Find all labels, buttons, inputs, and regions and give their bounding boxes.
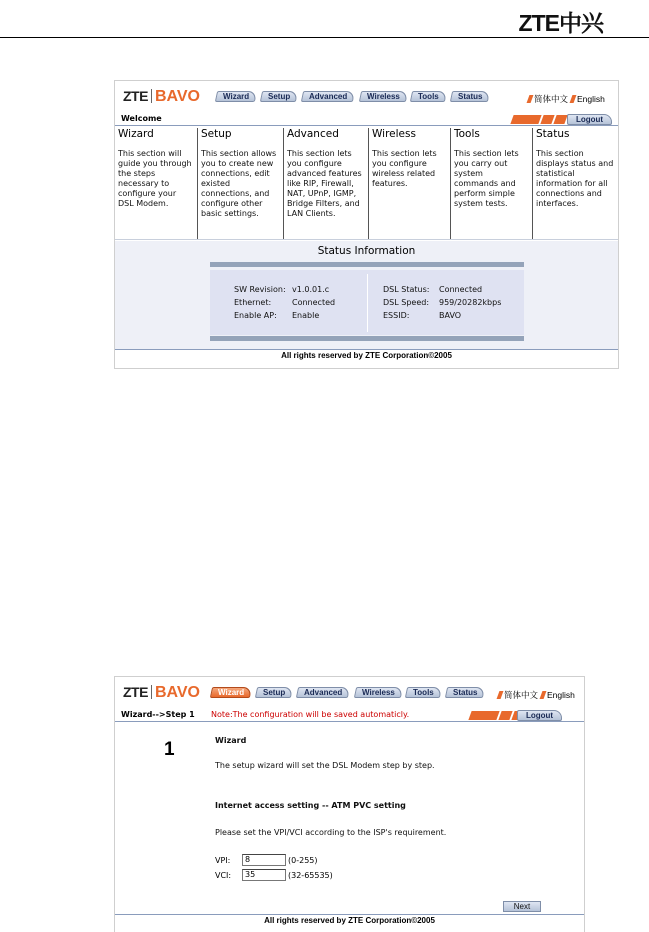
breadcrumb: Wizard-->Step 1 xyxy=(121,710,195,719)
section-status xyxy=(533,128,618,239)
status-label: SW Revision: xyxy=(234,285,286,294)
logo-brand: ZTE xyxy=(123,88,148,104)
status-value: Enable xyxy=(292,311,320,320)
status-label: Enable AP: xyxy=(234,311,277,320)
page-title: Welcome xyxy=(121,114,162,123)
tab-wizard[interactable]: Wizard xyxy=(215,91,257,102)
vpi-range: (0-255) xyxy=(288,855,318,865)
section-tools xyxy=(451,128,533,239)
section-title[interactable]: Status xyxy=(536,128,570,140)
tab-advanced[interactable]: Advanced xyxy=(301,91,356,102)
tab-tools[interactable]: Tools xyxy=(410,91,447,102)
vpi-label: VPI: xyxy=(215,855,231,865)
footer-rule xyxy=(115,349,618,350)
step-number: 1 xyxy=(164,739,175,760)
top-bar xyxy=(115,677,584,709)
wizard-heading: Wizard xyxy=(215,736,247,745)
section-wireless xyxy=(369,128,451,239)
logo-product: BAVO xyxy=(154,684,200,701)
status-row xyxy=(234,283,335,296)
lang-chinese-link[interactable]: 简体中文 xyxy=(504,690,539,700)
decor-stripes xyxy=(470,711,524,720)
status-label: DSL Status: xyxy=(383,285,430,294)
language-switch xyxy=(525,93,605,105)
status-value: 959/20282kbps xyxy=(439,298,502,307)
footer-rule xyxy=(115,914,584,915)
vpi-row xyxy=(215,854,318,866)
status-band-bottom xyxy=(210,336,524,341)
tab-setup[interactable]: Setup xyxy=(260,91,299,102)
section-text: This section lets you configure wireless related features. xyxy=(372,149,437,188)
status-divider xyxy=(367,274,368,332)
section-setup xyxy=(198,128,284,239)
section-text: This section will guide you through the steps necessary to configure your DSL Modem. xyxy=(118,149,192,208)
status-label: ESSID: xyxy=(383,311,410,320)
lang-chinese-link[interactable]: 简体中文 xyxy=(534,94,569,104)
section-text: This section lets you configure advanced features like RIP, Firewall, NAT, UPnP, IGMP, Bridge Filters, and LAN Clients. xyxy=(287,149,362,218)
status-row xyxy=(383,283,501,296)
tab-tools[interactable]: Tools xyxy=(405,687,442,698)
section-overview xyxy=(115,128,618,240)
router-logo xyxy=(123,684,200,702)
next-button[interactable]: Next xyxy=(503,901,541,912)
tab-wireless[interactable]: Wireless xyxy=(358,91,407,102)
tab-setup[interactable]: Setup xyxy=(255,687,294,698)
status-row xyxy=(383,309,501,322)
vci-input[interactable]: 35 xyxy=(242,869,286,881)
screenshot-welcome xyxy=(114,80,619,369)
logout-button[interactable]: Logout xyxy=(517,710,562,721)
status-title: Status Information xyxy=(317,245,416,257)
logout-button[interactable]: Logout xyxy=(567,114,612,125)
status-row xyxy=(234,296,335,309)
lang-english-link[interactable]: English xyxy=(547,690,575,700)
wizard-instruction: Please set the VPI/VCI according to the ISP's requirement. xyxy=(215,828,447,837)
section-title[interactable]: Wireless xyxy=(372,128,416,140)
screenshot-wizard-step1 xyxy=(114,676,585,932)
status-value: BAVO xyxy=(439,311,462,320)
status-right xyxy=(383,283,501,322)
vci-row xyxy=(215,869,333,881)
status-value: Connected xyxy=(439,285,483,294)
section-title[interactable]: Advanced xyxy=(287,128,339,140)
status-value: Connected xyxy=(292,298,336,307)
main-tabs xyxy=(211,687,485,698)
top-bar xyxy=(115,81,618,113)
section-title[interactable]: Tools xyxy=(454,128,480,140)
section-wizard xyxy=(115,128,198,239)
vci-label: VCI: xyxy=(215,870,232,880)
vpi-input[interactable]: 8 xyxy=(242,854,286,866)
sub-bar xyxy=(115,709,584,722)
status-row xyxy=(234,309,335,322)
section-text: This section lets you carry out system commands and perform simple system tests. xyxy=(454,149,519,208)
sub-bar xyxy=(115,113,618,126)
tab-status[interactable]: Status xyxy=(445,687,486,698)
logo-product: BAVO xyxy=(154,88,200,105)
tab-status[interactable]: Status xyxy=(450,91,491,102)
tab-advanced[interactable]: Advanced xyxy=(296,687,351,698)
header-rule xyxy=(0,37,649,38)
status-left xyxy=(234,283,335,322)
section-text: This section displays status and statistical information for all connections and interfaces. xyxy=(536,149,614,208)
section-text: This section allows you to create new connections, edit existed connections, and configure other basic settings. xyxy=(201,149,277,218)
section-advanced xyxy=(284,128,369,239)
section-title[interactable]: Setup xyxy=(201,128,232,140)
tab-wireless[interactable]: Wireless xyxy=(353,687,402,698)
lang-english-link[interactable]: English xyxy=(577,94,605,104)
status-row xyxy=(383,296,501,309)
status-label: DSL Speed: xyxy=(383,298,430,307)
footer-copyright: All rights reserved by ZTE Corporation©2005 xyxy=(281,351,452,360)
decor-stripes xyxy=(512,115,566,124)
status-area xyxy=(115,241,618,349)
logo-brand: ZTE xyxy=(123,684,148,700)
wizard-intro: The setup wizard will set the DSL Modem step by step. xyxy=(215,761,435,770)
main-tabs xyxy=(216,91,490,102)
autosave-note: Note:The configuration will be saved automaticly. xyxy=(211,710,410,719)
status-box xyxy=(210,270,524,335)
wizard-subheading: Internet access setting -- ATM PVC setting xyxy=(215,801,406,810)
language-switch xyxy=(495,689,575,701)
status-band-top xyxy=(210,262,524,267)
status-value: v1.0.01.c xyxy=(292,285,330,294)
status-label: Ethernet: xyxy=(234,298,272,307)
tab-wizard[interactable]: Wizard xyxy=(210,687,252,698)
footer-copyright: All rights reserved by ZTE Corporation©2005 xyxy=(264,916,435,925)
zte-page-logo: ZTE中兴 xyxy=(518,10,603,36)
vci-range: (32-65535) xyxy=(288,870,333,880)
section-title[interactable]: Wizard xyxy=(118,128,154,140)
router-logo xyxy=(123,88,200,106)
